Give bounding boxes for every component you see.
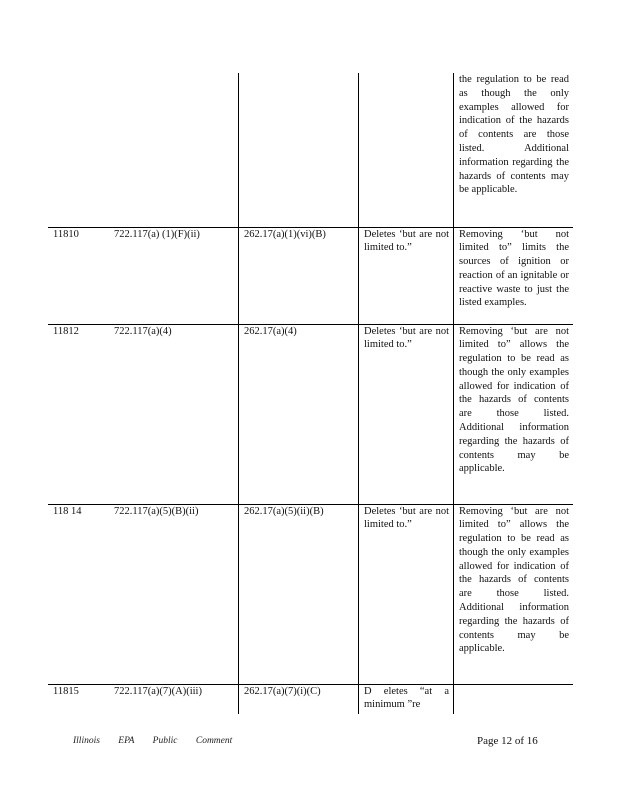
reason-text: Removing ‘but not limited to” limits the sources of ignition or reaction of an ignitable or reactive waste to just the listed examples.: [459, 228, 569, 309]
table-row: [48, 324, 573, 504]
reason-text: the regulation to be read as though the only examples allowed for indication of the hazards of contents are those listed. Additional information regarding the hazards of contents may be applicable.: [459, 74, 569, 196]
change-cell: [359, 324, 454, 504]
ipcb-section-cell: [109, 324, 239, 504]
federal-section-cell: [239, 324, 359, 504]
row-number: 11815: [53, 685, 79, 697]
change-text: Deletes ‘but are not limited to.”: [364, 228, 449, 254]
ipcb-section: 722.117(a)(5)(B)(ii): [114, 505, 199, 517]
federal-section: 262.17(a)(1)(vi)(B): [244, 228, 326, 240]
table-row: [48, 684, 573, 714]
ipcb-section-cell: [109, 73, 239, 227]
ipcb-section-cell: [109, 227, 239, 324]
federal-section: 262.17(a)(5)(ii)(B): [244, 505, 324, 517]
row-number: 11812: [53, 325, 79, 337]
row-number-cell: [48, 227, 109, 324]
row-number-cell: [48, 684, 109, 714]
federal-section-cell: [239, 504, 359, 684]
federal-section-cell: [239, 73, 359, 227]
table-row: [48, 227, 573, 324]
table-row: [48, 504, 573, 684]
row-number: 118 14: [53, 505, 82, 517]
ipcb-section-cell: [109, 504, 239, 684]
change-text: Deletes ‘but are not limited to.”: [364, 505, 449, 531]
federal-section: 262.17(a)(4): [244, 325, 297, 337]
change-text: Deletes ‘but are not limited to.”: [364, 325, 449, 351]
row-number-cell: [48, 73, 109, 227]
ipcb-section: 722.117(a) (1)(F)(ii): [114, 228, 200, 240]
row-number-cell: [48, 324, 109, 504]
comments-table: [48, 73, 573, 714]
ipcb-section-cell: [109, 684, 239, 714]
reason-cell: [454, 73, 574, 227]
reason-cell: [454, 227, 574, 324]
reason-cell: [454, 504, 574, 684]
federal-section-cell: [239, 227, 359, 324]
reason-cell: [454, 324, 574, 504]
ipcb-section: 722.117(a)(4): [114, 325, 172, 337]
ipcb-section: 722.117(a)(7)(A)(iii): [114, 685, 202, 697]
page-number: Page 12 of 16: [477, 735, 538, 747]
row-number-cell: [48, 504, 109, 684]
federal-section-cell: [239, 684, 359, 714]
federal-section: 262.17(a)(7)(i)(C): [244, 685, 321, 697]
reason-cell: [454, 684, 574, 714]
table-row: [48, 73, 573, 227]
change-text: D eletes “at a minimum ”re: [364, 685, 449, 711]
footer-source: Illinois EPA Public Comment: [73, 736, 233, 746]
row-number: 11810: [53, 228, 79, 240]
change-cell: [359, 73, 454, 227]
change-cell: [359, 684, 454, 714]
reason-text: Removing ‘but are not limited to” allows the regulation to be read as though the only examples allowed for indication of the hazards of contents are those listed. Additional information regarding the hazards of contents may be applicable.: [459, 325, 569, 475]
reason-text: Removing ‘but are not limited to” allows the regulation to be read as though the only examples allowed for indication of the hazards of contents are those listed. Additional information regarding the hazards of contents may be applicable.: [459, 505, 569, 655]
change-cell: [359, 504, 454, 684]
change-cell: [359, 227, 454, 324]
